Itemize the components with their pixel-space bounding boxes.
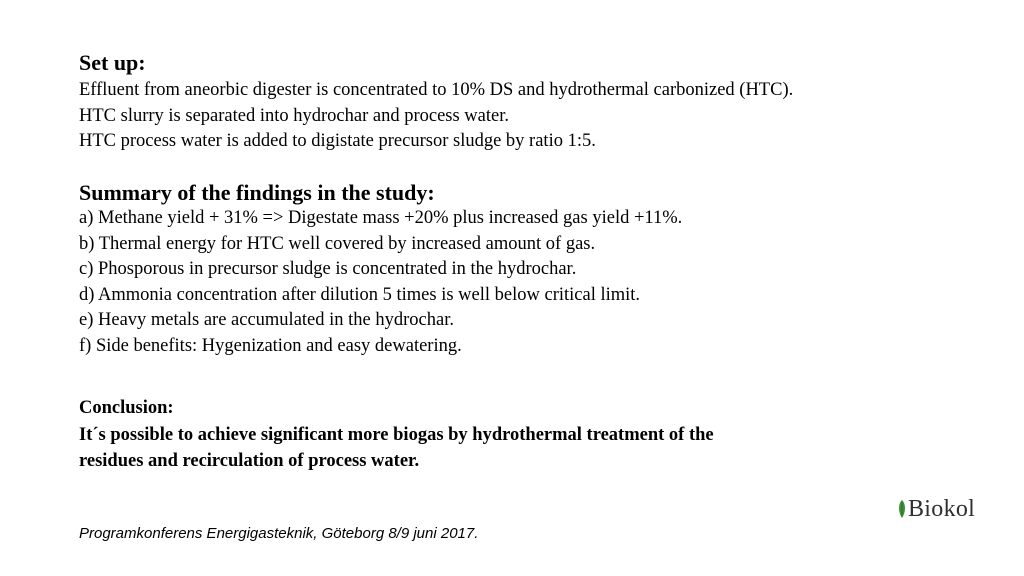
setup-line: HTC process water is added to digistate precursor sludge by ratio 1:5. xyxy=(79,131,596,152)
leaf-icon xyxy=(897,499,907,519)
biokol-logo xyxy=(897,494,975,524)
logo-text: Biokol xyxy=(908,496,976,522)
conclusion-section xyxy=(79,396,959,474)
conclusion-heading: Conclusion: xyxy=(79,398,174,418)
findings-section xyxy=(79,180,959,360)
finding-item: f) Side benefits: Hygenization and easy dewatering. xyxy=(79,335,462,356)
finding-item: b) Thermal energy for HTC well covered by increased amount of gas. xyxy=(79,233,596,254)
setup-heading: Set up: xyxy=(79,50,146,75)
footer-text: Programkonferens Energigasteknik, Göteborg 8/9 juni 2017. xyxy=(79,525,479,542)
finding-item: e) Heavy metals are accumulated in the hydrochar. xyxy=(79,310,454,331)
finding-item: c) Phosporous in precursor sludge is concentrated in the hydrochar. xyxy=(79,259,577,280)
conclusion-line: It´s possible to achieve significant more biogas by hydrothermal treatment of the xyxy=(79,424,714,445)
setup-line: Effluent from aneorbic digester is concentrated to 10% DS and hydrothermal carbonized (HTC). xyxy=(79,80,794,100)
finding-item: a) Methane yield + 31% => Digestate mass +20% plus increased gas yield +11%. xyxy=(79,208,683,228)
setup-section xyxy=(79,50,959,155)
conclusion-line: residues and recirculation of process water. xyxy=(79,450,420,471)
findings-heading: Summary of the findings in the study: xyxy=(79,180,435,205)
setup-line: HTC slurry is separated into hydrochar and process water. xyxy=(79,105,509,126)
finding-item: d) Ammonia concentration after dilution 5 times is well below critical limit. xyxy=(79,284,641,305)
